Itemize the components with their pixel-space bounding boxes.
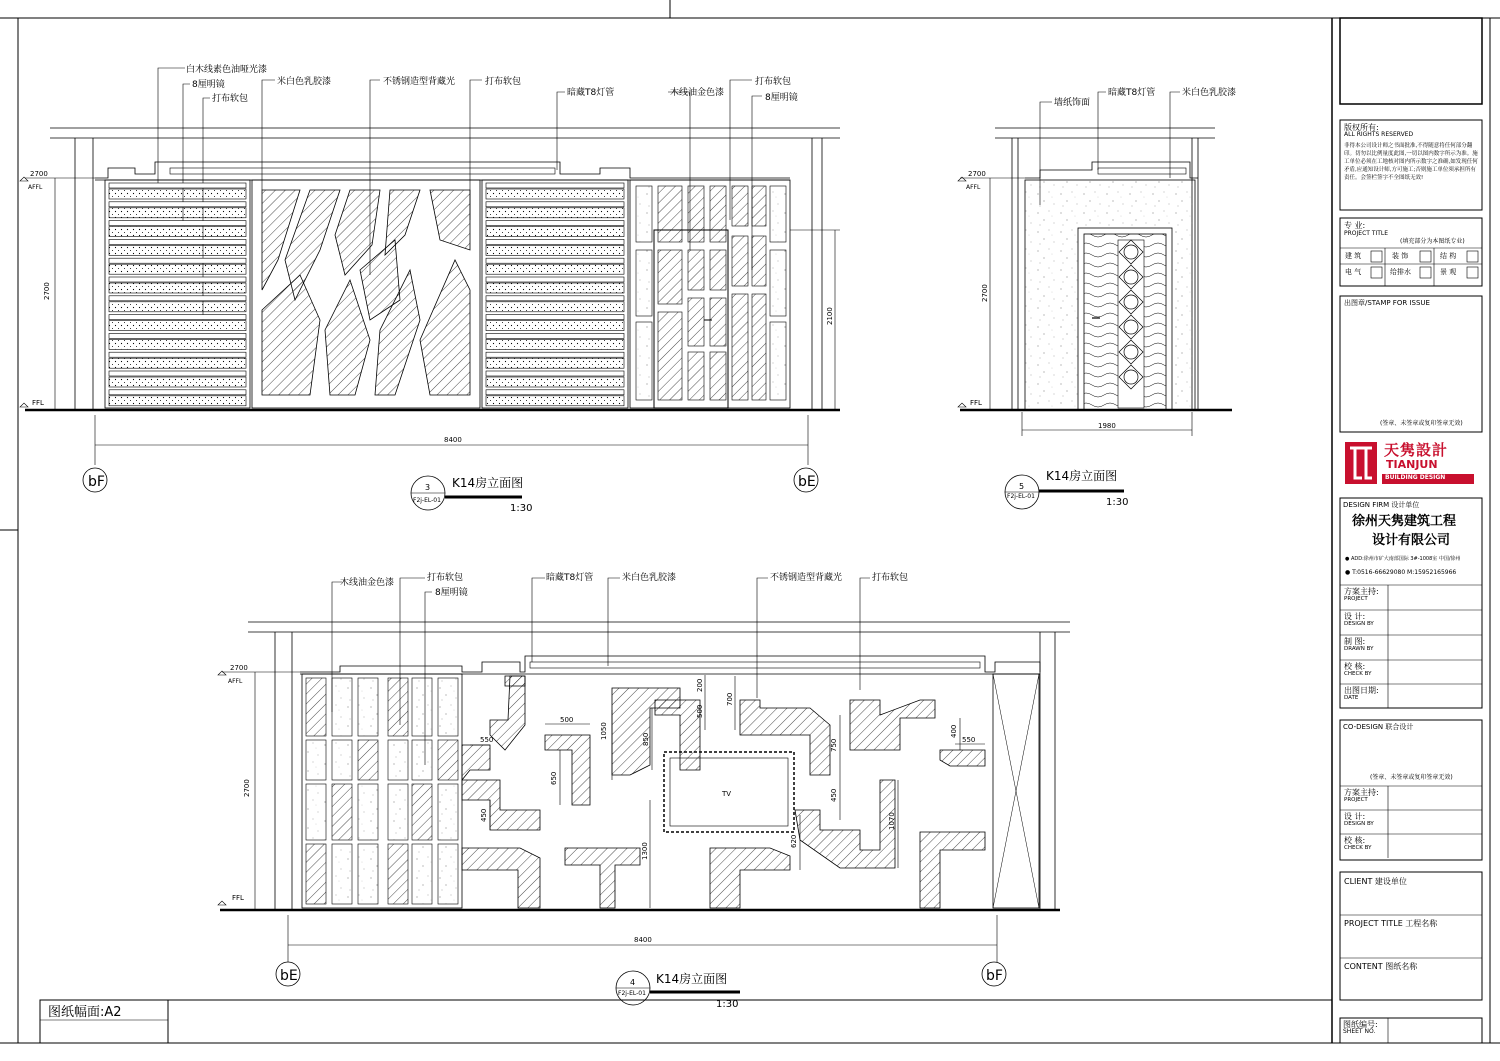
grid-panel bbox=[388, 678, 408, 736]
slat-frame bbox=[109, 371, 246, 376]
elevation-scale: 1:30 bbox=[510, 503, 533, 514]
slat-frame bbox=[486, 390, 624, 395]
label-upholstery: 打布软包 bbox=[427, 573, 464, 583]
grid-panel bbox=[412, 784, 432, 840]
dim-550a: 550 bbox=[480, 736, 494, 744]
role-date-cn: 出图日期: bbox=[1344, 686, 1379, 695]
codesign-label: CO-DESIGN 联合设计 bbox=[1343, 723, 1414, 731]
slat-frame bbox=[109, 277, 246, 282]
slat-frame bbox=[109, 333, 246, 338]
level-top: 2700 bbox=[30, 170, 48, 178]
label-stainless: 不锈钢造型背藏光 bbox=[383, 77, 456, 87]
firm-tel: ● T:0516-66629080 M:15952165966 bbox=[1345, 569, 1457, 576]
upholstery-panels-left bbox=[109, 183, 246, 406]
slat-frame bbox=[486, 315, 624, 320]
grid-panel bbox=[306, 784, 326, 840]
role-check-en: CHECK BY bbox=[1344, 671, 1372, 678]
discipline-structure: 结 构 bbox=[1440, 252, 1457, 260]
label-wallpaper: 墙纸饰面 bbox=[1054, 98, 1091, 108]
dim-height: 2700 bbox=[43, 282, 51, 300]
slat-fabric bbox=[486, 377, 624, 387]
grid-panel bbox=[306, 844, 326, 904]
dim-550b: 550 bbox=[962, 736, 976, 744]
mirror-grid bbox=[306, 678, 458, 904]
role-project bbox=[1344, 587, 1379, 603]
sheet-no-en: SHEET NO. bbox=[1343, 1028, 1376, 1036]
elevation-sheet-ref: F2j-EL-01 bbox=[618, 990, 646, 997]
axis-bubble-right: bF bbox=[986, 968, 1003, 984]
role-date bbox=[1344, 686, 1379, 702]
elevation-scale: 1:30 bbox=[1106, 497, 1129, 508]
codesign-project-cn: 方案主持: bbox=[1344, 788, 1379, 797]
grid-panel bbox=[438, 844, 458, 904]
slat-frame bbox=[109, 239, 246, 244]
axis-bubble-right: bE bbox=[798, 474, 816, 490]
slat-frame bbox=[486, 296, 624, 301]
label-t8-lamp: 暗藏T8灯管 bbox=[567, 88, 615, 98]
role-check bbox=[1344, 662, 1371, 678]
slat-frame bbox=[109, 202, 246, 207]
slat-fabric bbox=[486, 264, 624, 274]
grid-panel bbox=[438, 740, 458, 780]
role-design-cn: 设 计: bbox=[1344, 612, 1366, 621]
label-latex-paint: 米白色乳胶漆 bbox=[1182, 88, 1237, 98]
codesign-project-en: PROJECT bbox=[1344, 797, 1368, 804]
grid-panel bbox=[332, 740, 352, 780]
slat-fabric bbox=[486, 396, 624, 406]
dim-1300: 1300 bbox=[641, 842, 649, 860]
slat-frame bbox=[109, 390, 246, 395]
level-top: 2700 bbox=[230, 664, 248, 672]
client-label: CLIENT 建设单位 bbox=[1344, 877, 1407, 886]
slat-fabric bbox=[109, 227, 246, 237]
axis-bubble-left: bF bbox=[88, 474, 105, 490]
dim-1050: 1050 bbox=[600, 722, 608, 740]
dim-450b: 450 bbox=[830, 788, 838, 802]
copyright-text: 非得本公司设计师之书面批准,不得随意将任何部分翻印。切勿以比例量度此图,一切以图内数字所示为准。施工单位必须在工地核对图内所示数字之准确,如发现任何矛盾,应通知设计师,方可施工;否则施工单位须承担所有责任。会签栏签字不全图纸无效! bbox=[1344, 143, 1478, 181]
label-gold-wood: 木线油金色漆 bbox=[670, 88, 725, 98]
grid-panel bbox=[388, 844, 408, 904]
ornament-ring bbox=[1124, 370, 1138, 384]
grid-panel bbox=[358, 784, 378, 840]
upholstery-panels-right bbox=[486, 183, 624, 406]
ornament-ring bbox=[1124, 320, 1138, 334]
ornament-ring bbox=[1124, 245, 1138, 259]
slat-fabric bbox=[109, 208, 246, 218]
logo-cn: 天隽設計 bbox=[1384, 441, 1449, 459]
firm-label: DESIGN FIRM 设计单位 bbox=[1343, 501, 1420, 509]
label-t8-lamp: 暗藏T8灯管 bbox=[546, 573, 594, 583]
discipline-decoration: 装 饰 bbox=[1392, 252, 1409, 260]
dim-1070: 1070 bbox=[888, 812, 896, 830]
slat-fabric bbox=[486, 321, 624, 331]
dim-700: 700 bbox=[726, 692, 734, 706]
codesign-design-en: DESIGN BY bbox=[1344, 821, 1374, 828]
slat-frame bbox=[109, 183, 246, 188]
elevation-title: K14房立面图 bbox=[1046, 469, 1118, 483]
discipline-en: PROJECT TITLE bbox=[1344, 230, 1389, 237]
grid-panel bbox=[388, 740, 408, 780]
slat-fabric bbox=[109, 189, 246, 199]
codesign-design bbox=[1344, 812, 1374, 828]
dim-500b: 500 bbox=[696, 704, 704, 718]
slat-fabric bbox=[109, 358, 246, 368]
slat-frame bbox=[486, 258, 624, 263]
slat-fabric bbox=[486, 189, 624, 199]
discipline-landscape: 景 观 bbox=[1440, 268, 1457, 276]
grid-panel bbox=[306, 740, 326, 780]
dim-width: 8400 bbox=[634, 936, 652, 944]
logo-en-sub: BUILDING DESIGN bbox=[1385, 474, 1446, 481]
slat-fabric bbox=[109, 321, 246, 331]
slat-frame bbox=[109, 221, 246, 226]
dim-650: 650 bbox=[550, 771, 558, 785]
dim-width: 8400 bbox=[444, 436, 462, 444]
slat-frame bbox=[486, 277, 624, 282]
label-gold-wood: 木线油金色漆 bbox=[340, 578, 395, 588]
slat-fabric bbox=[486, 302, 624, 312]
ornament-ring bbox=[1124, 270, 1138, 284]
slat-fabric bbox=[109, 245, 246, 255]
elevation-scale: 1:30 bbox=[716, 999, 739, 1010]
codesign-check bbox=[1344, 836, 1371, 852]
slat-frame bbox=[486, 333, 624, 338]
codesign-project bbox=[1344, 788, 1379, 804]
dim-750: 750 bbox=[830, 738, 838, 752]
grid-panel bbox=[412, 740, 432, 780]
slat-fabric bbox=[109, 377, 246, 387]
label-mirror: 8厘明镜 bbox=[192, 80, 225, 90]
level-top-sub: AFFL bbox=[228, 678, 243, 685]
grid-panel bbox=[438, 678, 458, 736]
grid-panel bbox=[438, 784, 458, 840]
sheet-format: 图纸幅面:A2 bbox=[48, 1005, 122, 1020]
firm-name-1: 徐州天隽建筑工程 bbox=[1352, 514, 1457, 529]
grid-panel bbox=[358, 740, 378, 780]
discipline-note: (填充部分为本图纸专业) bbox=[1400, 238, 1465, 245]
slat-frame bbox=[486, 371, 624, 376]
label-stainless: 不锈钢造型背藏光 bbox=[770, 573, 843, 583]
elevation-number: 5 bbox=[1019, 482, 1025, 491]
grid-panel bbox=[332, 678, 352, 736]
role-drawn-en: DRAWN BY bbox=[1344, 646, 1374, 653]
dim-850: 850 bbox=[642, 732, 650, 746]
dim-door: 2100 bbox=[826, 307, 834, 325]
label-upholstery: 打布软包 bbox=[212, 94, 249, 104]
grid-panel bbox=[358, 678, 378, 736]
slat-frame bbox=[109, 296, 246, 301]
slat-fabric bbox=[486, 208, 624, 218]
discipline-electrical: 电 气 bbox=[1345, 268, 1362, 276]
label-latex-paint: 米白色乳胶漆 bbox=[622, 573, 677, 583]
elevation-title: K14房立面图 bbox=[452, 476, 524, 490]
dim-450a: 450 bbox=[480, 808, 488, 822]
slat-frame bbox=[109, 352, 246, 357]
slat-frame bbox=[486, 221, 624, 226]
discipline-architecture: 建 筑 bbox=[1345, 252, 1362, 260]
slat-fabric bbox=[109, 339, 246, 349]
dim-height: 2700 bbox=[243, 779, 251, 797]
grid-panel bbox=[306, 678, 326, 736]
discipline-plumbing: 给排水 bbox=[1390, 268, 1411, 276]
dim-500a: 500 bbox=[560, 716, 574, 724]
role-check-cn: 校 核: bbox=[1344, 662, 1366, 671]
slat-fabric bbox=[486, 283, 624, 293]
copyright-en: ALL RIGHTS RESERVED bbox=[1344, 131, 1414, 138]
grid-panel bbox=[412, 844, 432, 904]
role-date-en: DATE bbox=[1344, 695, 1359, 702]
level-floor: FFL bbox=[32, 399, 44, 407]
dim-height: 2700 bbox=[981, 284, 989, 302]
ornament-ring bbox=[1124, 345, 1138, 359]
elevation-number: 3 bbox=[425, 483, 431, 492]
label-white-wood: 白木线素色油哑光漆 bbox=[186, 65, 268, 75]
elevation-sheet-ref: F2j-EL-01 bbox=[1007, 493, 1035, 500]
sheet-no bbox=[1343, 1020, 1378, 1036]
sheet-no-cn: 图纸编号: bbox=[1343, 1020, 1378, 1029]
slat-fabric bbox=[109, 396, 246, 406]
slat-frame bbox=[486, 239, 624, 244]
stamp-note: (签章、未签章或复印签章无效) bbox=[1380, 420, 1463, 427]
slat-frame bbox=[109, 258, 246, 263]
firm-name-2: 设计有限公司 bbox=[1372, 533, 1451, 548]
role-drawn bbox=[1344, 637, 1373, 653]
label-upholstery-2: 打布软包 bbox=[485, 77, 522, 87]
slat-fabric bbox=[109, 283, 246, 293]
level-top: 2700 bbox=[968, 170, 986, 178]
label-upholstery-2: 打布软包 bbox=[872, 573, 909, 583]
slat-fabric bbox=[486, 358, 624, 368]
role-design bbox=[1344, 612, 1374, 628]
codesign-check-cn: 校 核: bbox=[1344, 836, 1366, 845]
grid-panel bbox=[412, 678, 432, 736]
axis-bubble-left: bE bbox=[280, 968, 298, 984]
dim-400: 400 bbox=[950, 724, 958, 738]
elevation-5 bbox=[958, 92, 1232, 509]
label-t8-lamp: 暗藏T8灯管 bbox=[1108, 88, 1156, 98]
slat-fabric bbox=[486, 227, 624, 237]
project-title-label: PROJECT TITLE 工程名称 bbox=[1344, 919, 1438, 928]
codesign-check-en: CHECK BY bbox=[1344, 845, 1372, 852]
slat-fabric bbox=[109, 264, 246, 274]
grid-panel bbox=[332, 844, 352, 904]
elevation-sheet-ref: F2j-EL-01 bbox=[413, 497, 441, 504]
level-floor: FFL bbox=[232, 894, 244, 902]
grid-panel bbox=[332, 784, 352, 840]
level-floor: FFL bbox=[970, 399, 982, 407]
discipline-label: 专 业: bbox=[1344, 221, 1366, 230]
slat-fabric bbox=[109, 302, 246, 312]
grid-panel bbox=[388, 784, 408, 840]
label-mirror-2: 8厘明镜 bbox=[765, 93, 798, 103]
elevation-number: 4 bbox=[630, 978, 636, 987]
firm-address: ● ADD:徐州市矿大南部国际 3#-1008室 中国/徐州 bbox=[1345, 556, 1461, 562]
level-top-sub: AFFL bbox=[966, 184, 981, 191]
tv-label: TV bbox=[722, 790, 732, 798]
slat-fabric bbox=[486, 245, 624, 255]
grid-panel bbox=[358, 844, 378, 904]
role-project-cn: 方案主持: bbox=[1344, 587, 1379, 596]
codesign-design-cn: 设 计: bbox=[1344, 812, 1366, 821]
label-latex-paint: 米白色乳胶漆 bbox=[277, 77, 332, 87]
slat-frame bbox=[109, 315, 246, 320]
slat-frame bbox=[486, 352, 624, 357]
copyright-title: 版权所有: bbox=[1344, 123, 1379, 132]
content-label: CONTENT 图纸名称 bbox=[1344, 962, 1418, 971]
dim-200: 200 bbox=[696, 678, 704, 692]
codesign-note: (签章、未签章或复印签章无效) bbox=[1370, 774, 1453, 781]
slat-frame bbox=[486, 183, 624, 188]
dim-620: 620 bbox=[790, 834, 798, 848]
label-upholstery-3: 打布软包 bbox=[755, 77, 792, 87]
dim-width: 1980 bbox=[1098, 422, 1116, 430]
role-design-en: DESIGN BY bbox=[1344, 621, 1374, 628]
role-drawn-cn: 制 图: bbox=[1344, 637, 1366, 646]
role-project-en: PROJECT bbox=[1344, 596, 1368, 603]
ornament-ring bbox=[1124, 295, 1138, 309]
label-mirror: 8厘明镜 bbox=[435, 588, 468, 598]
stamp-label: 出图章/STAMP FOR ISSUE bbox=[1344, 299, 1430, 307]
slat-fabric bbox=[486, 339, 624, 349]
elevation-title: K14房立面图 bbox=[656, 972, 728, 986]
slat-frame bbox=[486, 202, 624, 207]
logo-en: TIANJUN bbox=[1386, 458, 1438, 471]
level-top-sub: AFFL bbox=[28, 184, 43, 191]
